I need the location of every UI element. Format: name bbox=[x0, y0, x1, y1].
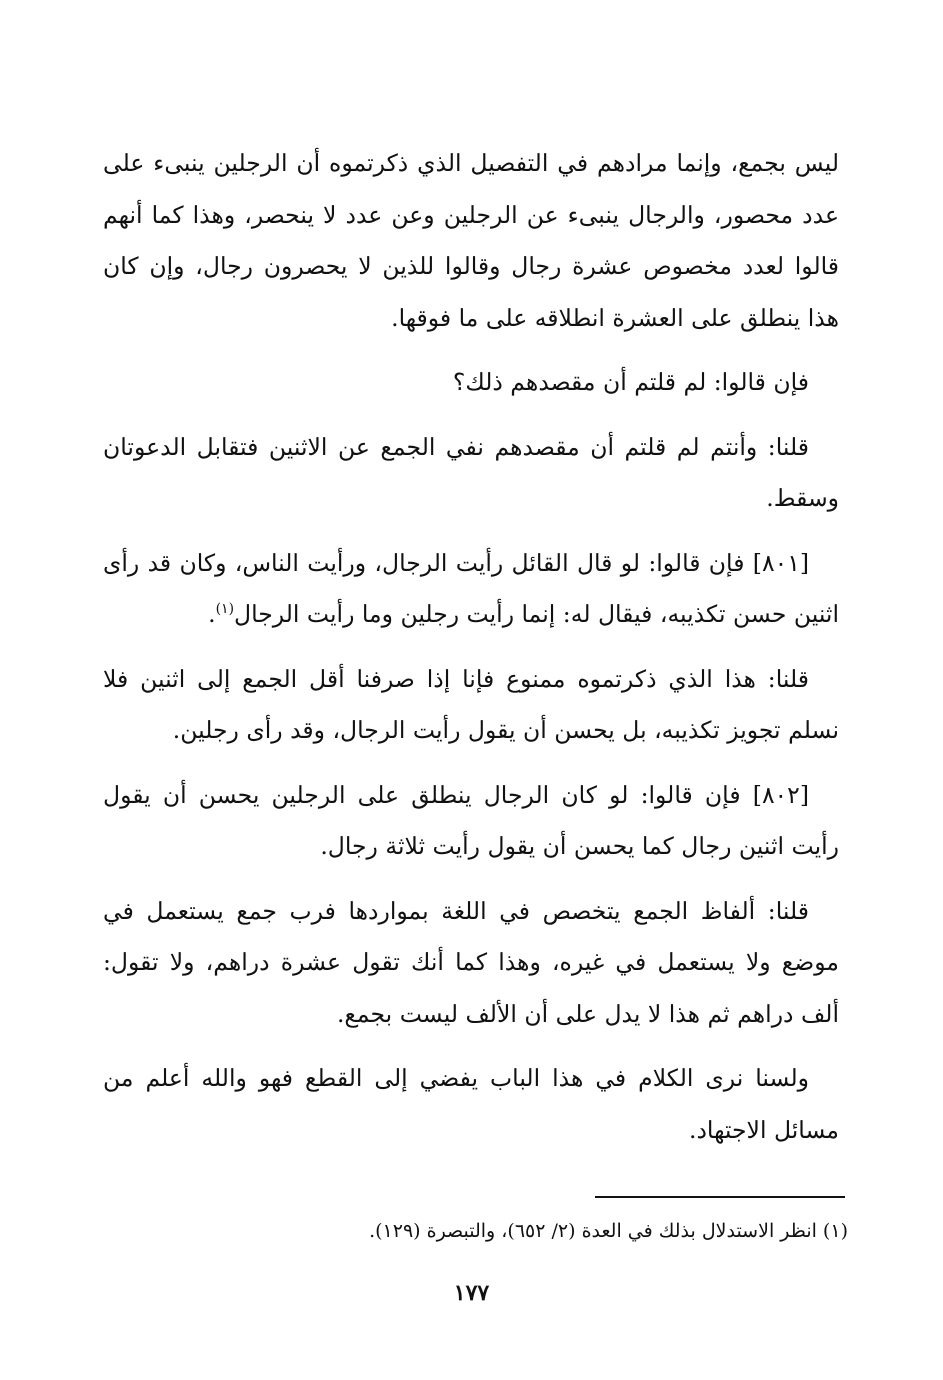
paragraph-number: [٨٠٢] bbox=[752, 780, 809, 809]
paragraph-text: قلنا: وأنتم لم قلتم أن مقصدهم نفي الجمع عن الاثنين فتقابل الدعوتان وسقط. bbox=[103, 432, 839, 512]
paragraph-text: قلنا: ألفاظ الجمع يتخصص في اللغة بمواردها فرب جمع يستعمل في موضع ولا يستعمل في غيره، وهذا كما أنك تقول عشرة دراهم، ولا تقول: ألف دراهم ثم هذا لا يدل على أن الألف ليست بجمع. bbox=[103, 896, 839, 1028]
paragraph-text: قلنا: هذا الذي ذكرتموه ممنوع فإنا إذا صرفنا أقل الجمع إلى اثنين فلا نسلم تجويز تكذيبه، بل يحسن أن يقول رأيت الرجال، وقد رأى رجلين. bbox=[103, 664, 839, 744]
paragraph-reply bbox=[103, 422, 839, 525]
paragraph-numbered-802 bbox=[103, 770, 839, 873]
paragraph-text: ليس بجمع، وإنما مرادهم في التفصيل الذي ذكرتموه أن الرجلين ينبىء على عدد محصور، والرجال ينبىء عن الرجلين وعن عدد لا ينحصر، وهذا كما أنهم قالوا لعدد مخصوص عشرة رجال وقالوا للذين لا يحصرون رجال، وإن كان هذا ينطلق على العشرة انطلاقه على ما فوقها. bbox=[103, 149, 839, 332]
paragraph-reply bbox=[103, 886, 839, 1041]
paragraph-reply bbox=[103, 654, 839, 757]
paragraph-conclusion bbox=[103, 1053, 839, 1156]
footnote-reference[interactable]: (١) bbox=[215, 601, 235, 618]
paragraph-objection bbox=[103, 357, 839, 409]
footnote-separator bbox=[595, 1196, 845, 1198]
paragraph-numbered-801 bbox=[103, 538, 839, 641]
footnote: (١) انظر الاستدلال بذلك في العدة (٢/ ٦٥٢)، والتبصرة (١٢٩). bbox=[369, 1220, 848, 1242]
main-text bbox=[103, 138, 839, 1169]
paragraph-text: ولسنا نرى الكلام في هذا الباب يفضي إلى القطع فهو والله أعلم من مسائل الاجتهاد. bbox=[103, 1064, 839, 1144]
paragraph-text: فإن قالوا: لم قلتم أن مقصدهم ذلك؟ bbox=[452, 368, 809, 396]
paragraph-number: [٨٠١] bbox=[752, 548, 809, 577]
paragraph-text: فإن قالوا: لو قال القائل رأيت الرجال، ورأيت الناس، وكان قد رأى اثنين حسن تكذيبه، فيقال له: إنما رأيت رجلين وما رأيت الرجال bbox=[103, 548, 839, 628]
page-number: ١٧٧ bbox=[453, 1280, 490, 1306]
paragraph-tail: . bbox=[208, 600, 216, 628]
paragraph-text: فإن قالوا: لو كان الرجال ينطلق على الرجلين يحسن أن يقول رأيت اثنين رجال كما يحسن أن يقول رأيت ثلاثة رجال. bbox=[103, 780, 839, 860]
paragraph-continuation bbox=[103, 138, 839, 344]
